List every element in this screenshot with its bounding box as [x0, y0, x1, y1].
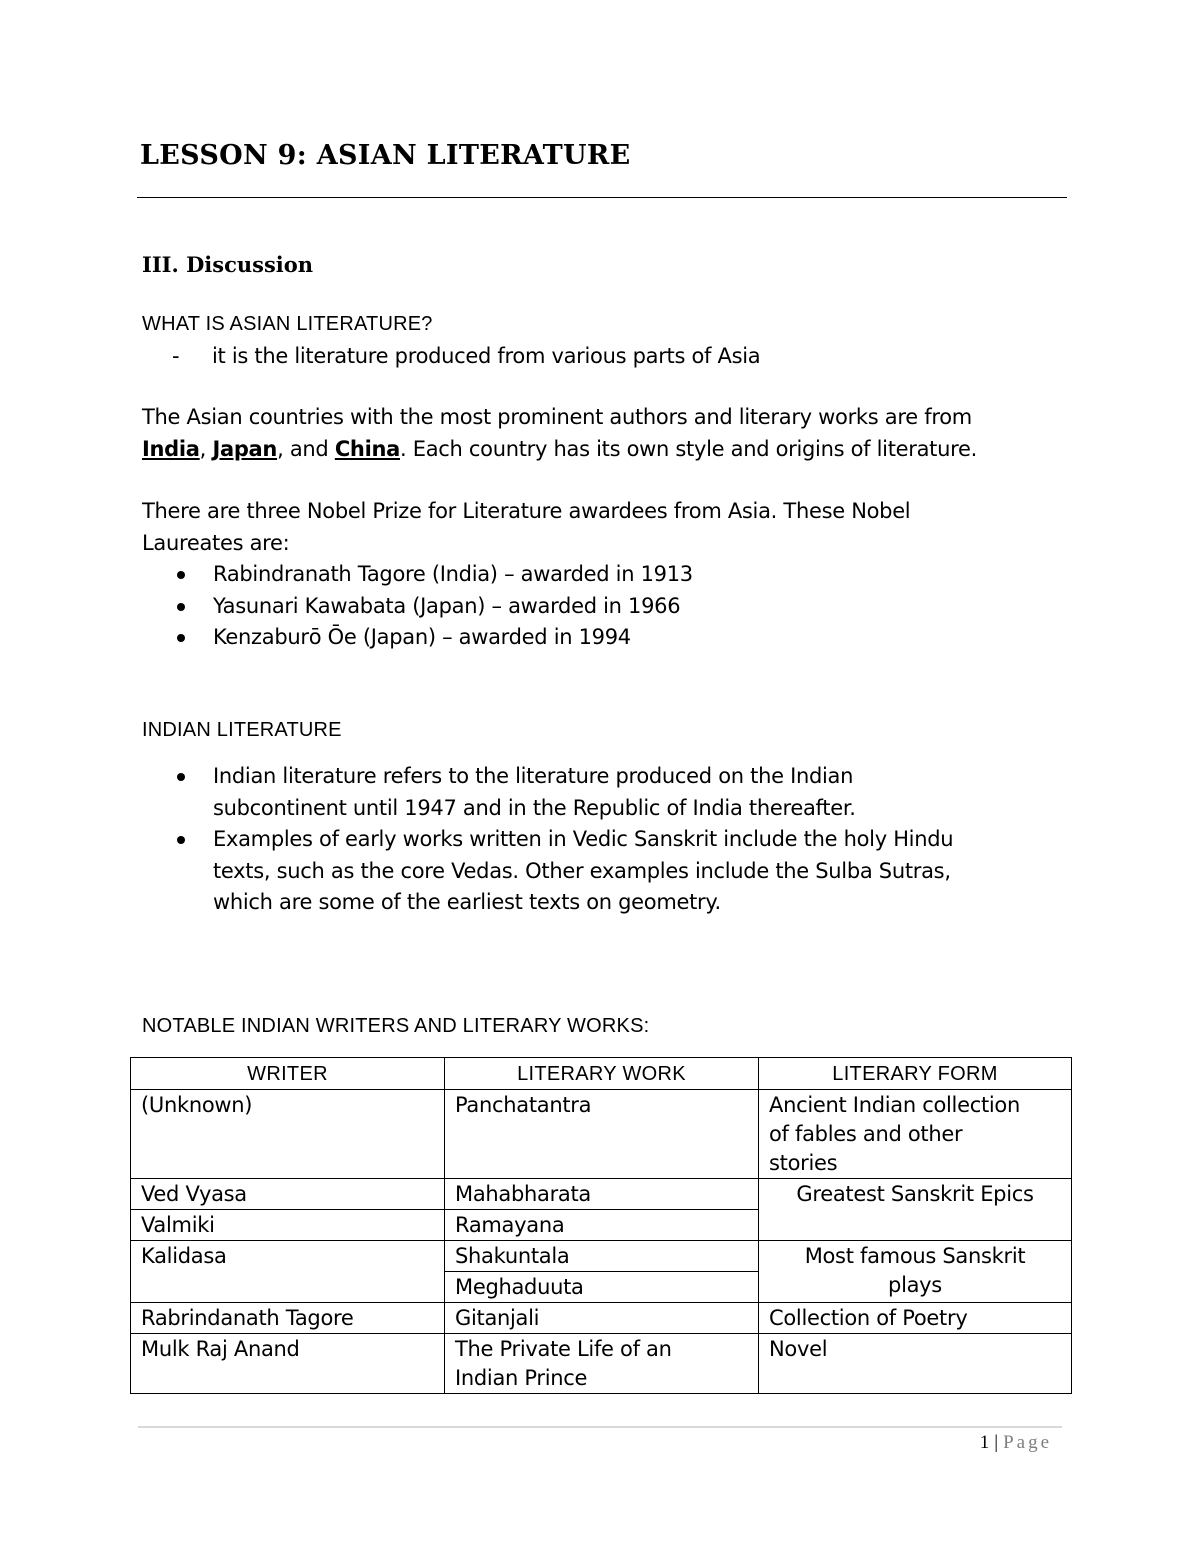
indian-literature-item: [142, 824, 953, 919]
column-header-form: LITERARY FORM: [759, 1058, 1072, 1090]
laureate-item: Rabindranath Tagore (India) – awarded in 1913: [142, 559, 693, 591]
form-cell: [759, 1090, 1072, 1179]
column-header-work: LITERARY WORK: [445, 1058, 759, 1090]
writer-cell: Kalidasa: [131, 1241, 445, 1303]
laureate-item: Kenzaburō Ōe (Japan) – awarded in 1994: [142, 622, 693, 654]
definition-text: it is the literature produced from various parts of Asia: [212, 344, 761, 368]
footer-divider: [138, 1426, 1062, 1428]
nobel-line-1: There are three Nobel Prize for Literature awardees from Asia. These Nobel: [142, 499, 911, 523]
table-row: [131, 1090, 1072, 1179]
definition-item: [172, 341, 760, 373]
country-separator-1: ,: [199, 436, 213, 461]
form-line: plays: [888, 1273, 942, 1297]
work-cell: Gitanjali: [445, 1303, 759, 1334]
footer-separator: |: [994, 1432, 999, 1453]
work-cell: Panchatantra: [445, 1090, 759, 1179]
form-line: of fables and other: [769, 1122, 963, 1146]
laureate-item: Yasunari Kawabata (Japan) – awarded in 1966: [142, 591, 693, 623]
page-label: Page: [1003, 1432, 1052, 1453]
form-line: Ancient Indian collection: [769, 1093, 1020, 1117]
work-cell: [445, 1334, 759, 1394]
table-header-row: [131, 1058, 1072, 1090]
writer-cell: Rabrindanath Tagore: [131, 1303, 445, 1334]
page-number: 1: [979, 1432, 990, 1453]
dash-marker: -: [172, 344, 180, 368]
table-row: [131, 1334, 1072, 1394]
table-row: [131, 1241, 1072, 1272]
countries-line-1: The Asian countries with the most prominent authors and literary works are from: [142, 405, 972, 429]
work-line: The Private Life of an: [455, 1337, 672, 1361]
nobel-paragraph: [142, 496, 910, 559]
work-line: Indian Prince: [455, 1366, 588, 1390]
form-line: Most famous Sanskrit: [804, 1244, 1026, 1268]
form-cell: Greatest Sanskrit Epics: [759, 1179, 1072, 1241]
writer-cell: Mulk Raj Anand: [131, 1334, 445, 1394]
nobel-line-2: Laureates are:: [142, 530, 290, 555]
work-cell: Ramayana: [445, 1210, 759, 1241]
title-divider: [137, 197, 1067, 198]
country-china: China: [334, 436, 400, 461]
column-header-writer: WRITER: [131, 1058, 445, 1090]
work-cell: Mahabharata: [445, 1179, 759, 1210]
lesson-title: LESSON 9: ASIAN LITERATURE: [140, 140, 631, 171]
work-cell: Meghaduuta: [445, 1272, 759, 1303]
indian-literature-list: [142, 761, 953, 919]
form-cell: Novel: [759, 1334, 1072, 1394]
form-cell: Collection of Poetry: [759, 1303, 1072, 1334]
table-row: [131, 1303, 1072, 1334]
bullet-line: which are some of the earliest texts on geometry.: [213, 890, 721, 914]
countries-rest: . Each country has its own style and origins of literature.: [400, 436, 977, 461]
indian-literature-item: [142, 761, 953, 824]
form-line: stories: [769, 1151, 838, 1175]
country-india: India: [142, 436, 200, 461]
work-cell: Shakuntala: [445, 1241, 759, 1272]
writer-cell: Ved Vyasa: [131, 1179, 445, 1210]
writer-cell: Valmiki: [131, 1210, 445, 1241]
countries-line-2: [142, 434, 977, 466]
bullet-line: Examples of early works written in Vedic Sanskrit include the holy Hindu: [213, 827, 954, 851]
bullet-line: subcontinent until 1947 and in the Republic of India thereafter.: [213, 795, 856, 820]
bullet-line: texts, such as the core Vedas. Other examples include the Sulba Sutras,: [213, 858, 951, 883]
country-separator-2: , and: [277, 436, 335, 461]
bullet-line: Indian literature refers to the literature produced on the Indian: [213, 764, 854, 788]
indian-literature-heading: INDIAN LITERATURE: [142, 719, 342, 741]
section-heading: III. Discussion: [142, 252, 314, 277]
writers-table: [130, 1057, 1072, 1394]
what-is-heading: WHAT IS ASIAN LITERATURE?: [142, 313, 433, 335]
countries-paragraph: [142, 402, 977, 465]
laureates-list: [142, 559, 693, 654]
table-row: [131, 1179, 1072, 1210]
form-cell: [759, 1241, 1072, 1303]
writer-cell: (Unknown): [131, 1090, 445, 1179]
page-footer: [980, 1432, 1052, 1454]
notable-writers-heading: NOTABLE INDIAN WRITERS AND LITERARY WORKS:: [142, 1015, 650, 1037]
country-japan: Japan: [212, 436, 278, 461]
